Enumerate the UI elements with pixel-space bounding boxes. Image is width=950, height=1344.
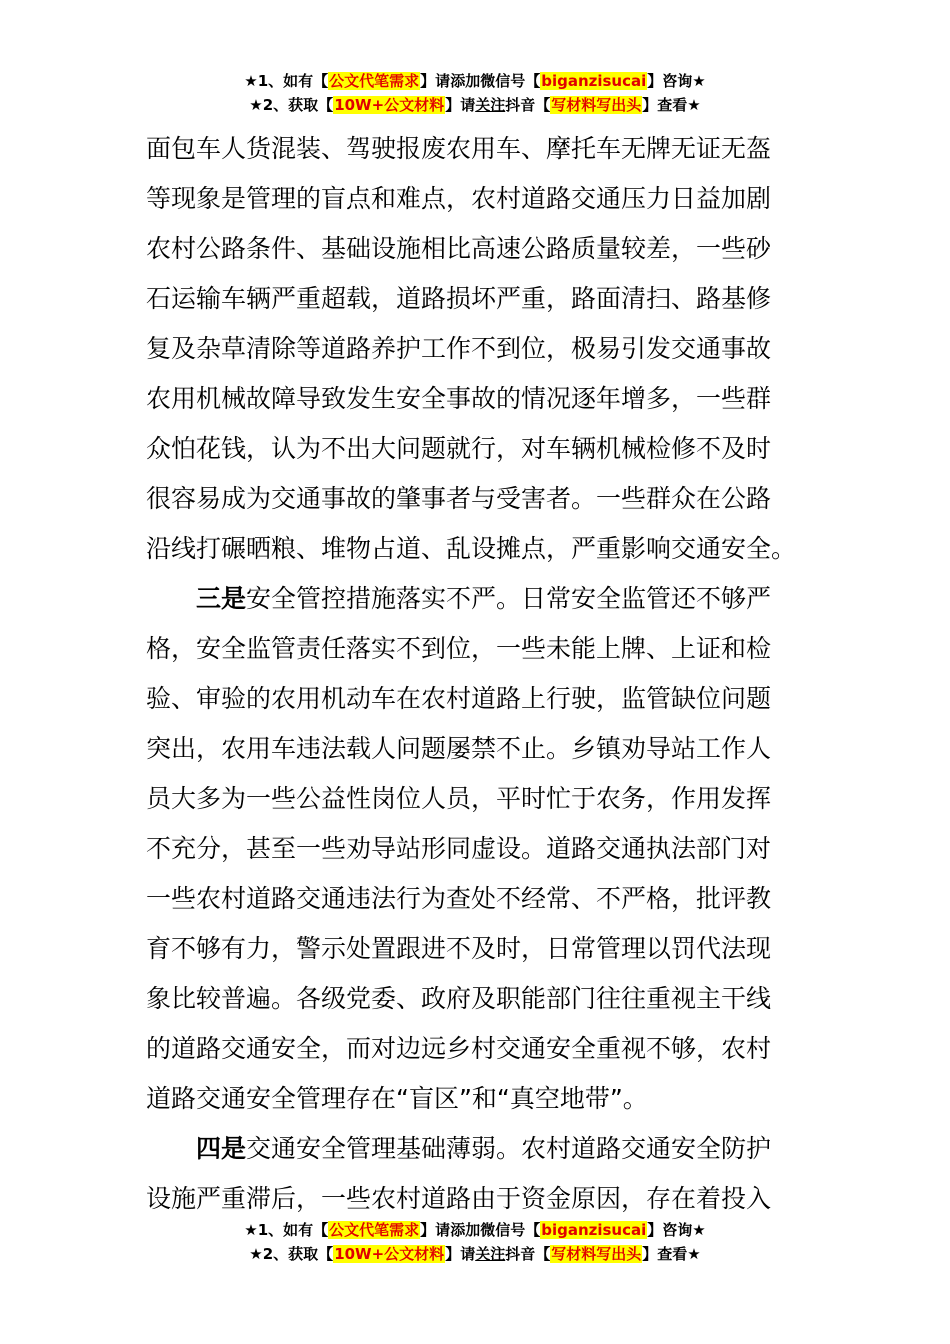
banner-highlight: 公文代笔需求 bbox=[329, 1221, 420, 1239]
body-line: 格，安全监管责任落实不到位，一些未能上牌、上证和检 bbox=[146, 634, 772, 663]
body-line: 农用机械故障导致发生安全事故的情况逐年增多，一些群 bbox=[146, 384, 772, 413]
banner-highlight: 公文代笔需求 bbox=[329, 72, 420, 90]
banner-text: 】请 bbox=[420, 1221, 451, 1239]
paragraph-4-first-line bbox=[146, 1124, 806, 1174]
banner-wechat-id: biganzisucai bbox=[541, 1221, 647, 1239]
banner-text: ★1、如有【 bbox=[244, 72, 329, 90]
banner-text: 抖音【 bbox=[505, 1245, 551, 1263]
banner-text: ★2、获取【 bbox=[249, 96, 334, 114]
banner-text: 抖音【 bbox=[505, 96, 551, 114]
banner-line-1 bbox=[0, 69, 950, 93]
banner-douyin-id: 写材料写出头 bbox=[551, 96, 642, 114]
banner-highlight: 10W+公文材料 bbox=[334, 96, 445, 114]
banner-wechat-id: biganzisucai bbox=[541, 72, 647, 90]
body-line: 石运输车辆严重超载，道路损坏严重，路面清扫、路基修 bbox=[146, 284, 772, 313]
banner-text: ★2、获取【 bbox=[249, 1245, 334, 1263]
body-line: 沿线打碾晒粮、堆物占道、乱设摊点，严重影响交通安全。 bbox=[146, 534, 797, 563]
banner-text: 微信号【 bbox=[480, 72, 541, 90]
banner-highlight: 10W+公文材料 bbox=[334, 1245, 445, 1263]
header-banner bbox=[0, 69, 950, 117]
body-line: 不充分，甚至一些劝导站形同虚设。道路交通执法部门对 bbox=[146, 834, 772, 863]
banner-line-2 bbox=[0, 93, 950, 117]
body-line: 的道路交通安全，而对边远乡村交通安全重视不够，农村 bbox=[146, 1034, 772, 1063]
paragraph-lead: 四是 bbox=[196, 1134, 247, 1163]
banner-text: 】咨询★ bbox=[647, 72, 706, 90]
body-line: 突出，农用车违法载人问题屡禁不止。乡镇劝导站工作人 bbox=[146, 734, 772, 763]
body-line: 很容易成为交通事故的肇事者与受害者。一些群众在公路 bbox=[146, 484, 772, 513]
footer-banner bbox=[0, 1218, 950, 1266]
body-line: 等现象是管理的盲点和难点，农村道路交通压力日益加剧 bbox=[146, 184, 772, 213]
banner-line-2 bbox=[0, 1242, 950, 1266]
paragraph-3-first-line bbox=[146, 574, 806, 624]
paragraph-text: 安全管控措施落实不严。日常安全监管还不够严 bbox=[246, 584, 772, 613]
banner-emphasis: 关注 bbox=[475, 96, 506, 114]
banner-text: 】查看★ bbox=[642, 1245, 701, 1263]
banner-emphasis: 添加 bbox=[450, 72, 481, 90]
banner-text: 】请 bbox=[445, 1245, 476, 1263]
body-line: 一些农村道路交通违法行为查处不经常、不严格，批评教 bbox=[146, 884, 772, 913]
banner-douyin-id: 写材料写出头 bbox=[551, 1245, 642, 1263]
body-line: 设施严重滞后，一些农村道路由于资金原因，存在着投入 bbox=[146, 1184, 772, 1213]
banner-text: 】咨询★ bbox=[647, 1221, 706, 1239]
banner-emphasis: 关注 bbox=[475, 1245, 506, 1263]
banner-emphasis: 添加 bbox=[450, 1221, 481, 1239]
body-line: 道路交通安全管理存在“盲区”和“真空地带”。 bbox=[146, 1084, 648, 1113]
paragraph-lead: 三是 bbox=[196, 584, 247, 613]
banner-text: 】查看★ bbox=[642, 96, 701, 114]
banner-line-1 bbox=[0, 1218, 950, 1242]
banner-text: ★1、如有【 bbox=[244, 1221, 329, 1239]
body-line: 象比较普遍。各级党委、政府及职能部门往往重视主干线 bbox=[146, 984, 772, 1013]
body-line: 农村公路条件、基础设施相比高速公路质量较差，一些砂 bbox=[146, 234, 772, 263]
body-line: 复及杂草清除等道路养护工作不到位，极易引发交通事故 bbox=[146, 334, 772, 363]
body-line: 众怕花钱，认为不出大问题就行，对车辆机械检修不及时 bbox=[146, 434, 772, 463]
body-line: 员大多为一些公益性岗位人员，平时忙于农务，作用发挥 bbox=[146, 784, 772, 813]
banner-text: 】请 bbox=[445, 96, 476, 114]
paragraph-text: 交通安全管理基础薄弱。农村道路交通安全防护 bbox=[246, 1134, 772, 1163]
document-body bbox=[146, 124, 806, 1224]
body-line: 育不够有力，警示处置跟进不及时，日常管理以罚代法现 bbox=[146, 934, 772, 963]
body-line: 面包车人货混装、驾驶报废农用车、摩托车无牌无证无盔 bbox=[146, 134, 772, 163]
banner-text: 】请 bbox=[420, 72, 451, 90]
body-line: 验、审验的农用机动车在农村道路上行驶，监管缺位问题 bbox=[146, 684, 772, 713]
banner-text: 微信号【 bbox=[480, 1221, 541, 1239]
